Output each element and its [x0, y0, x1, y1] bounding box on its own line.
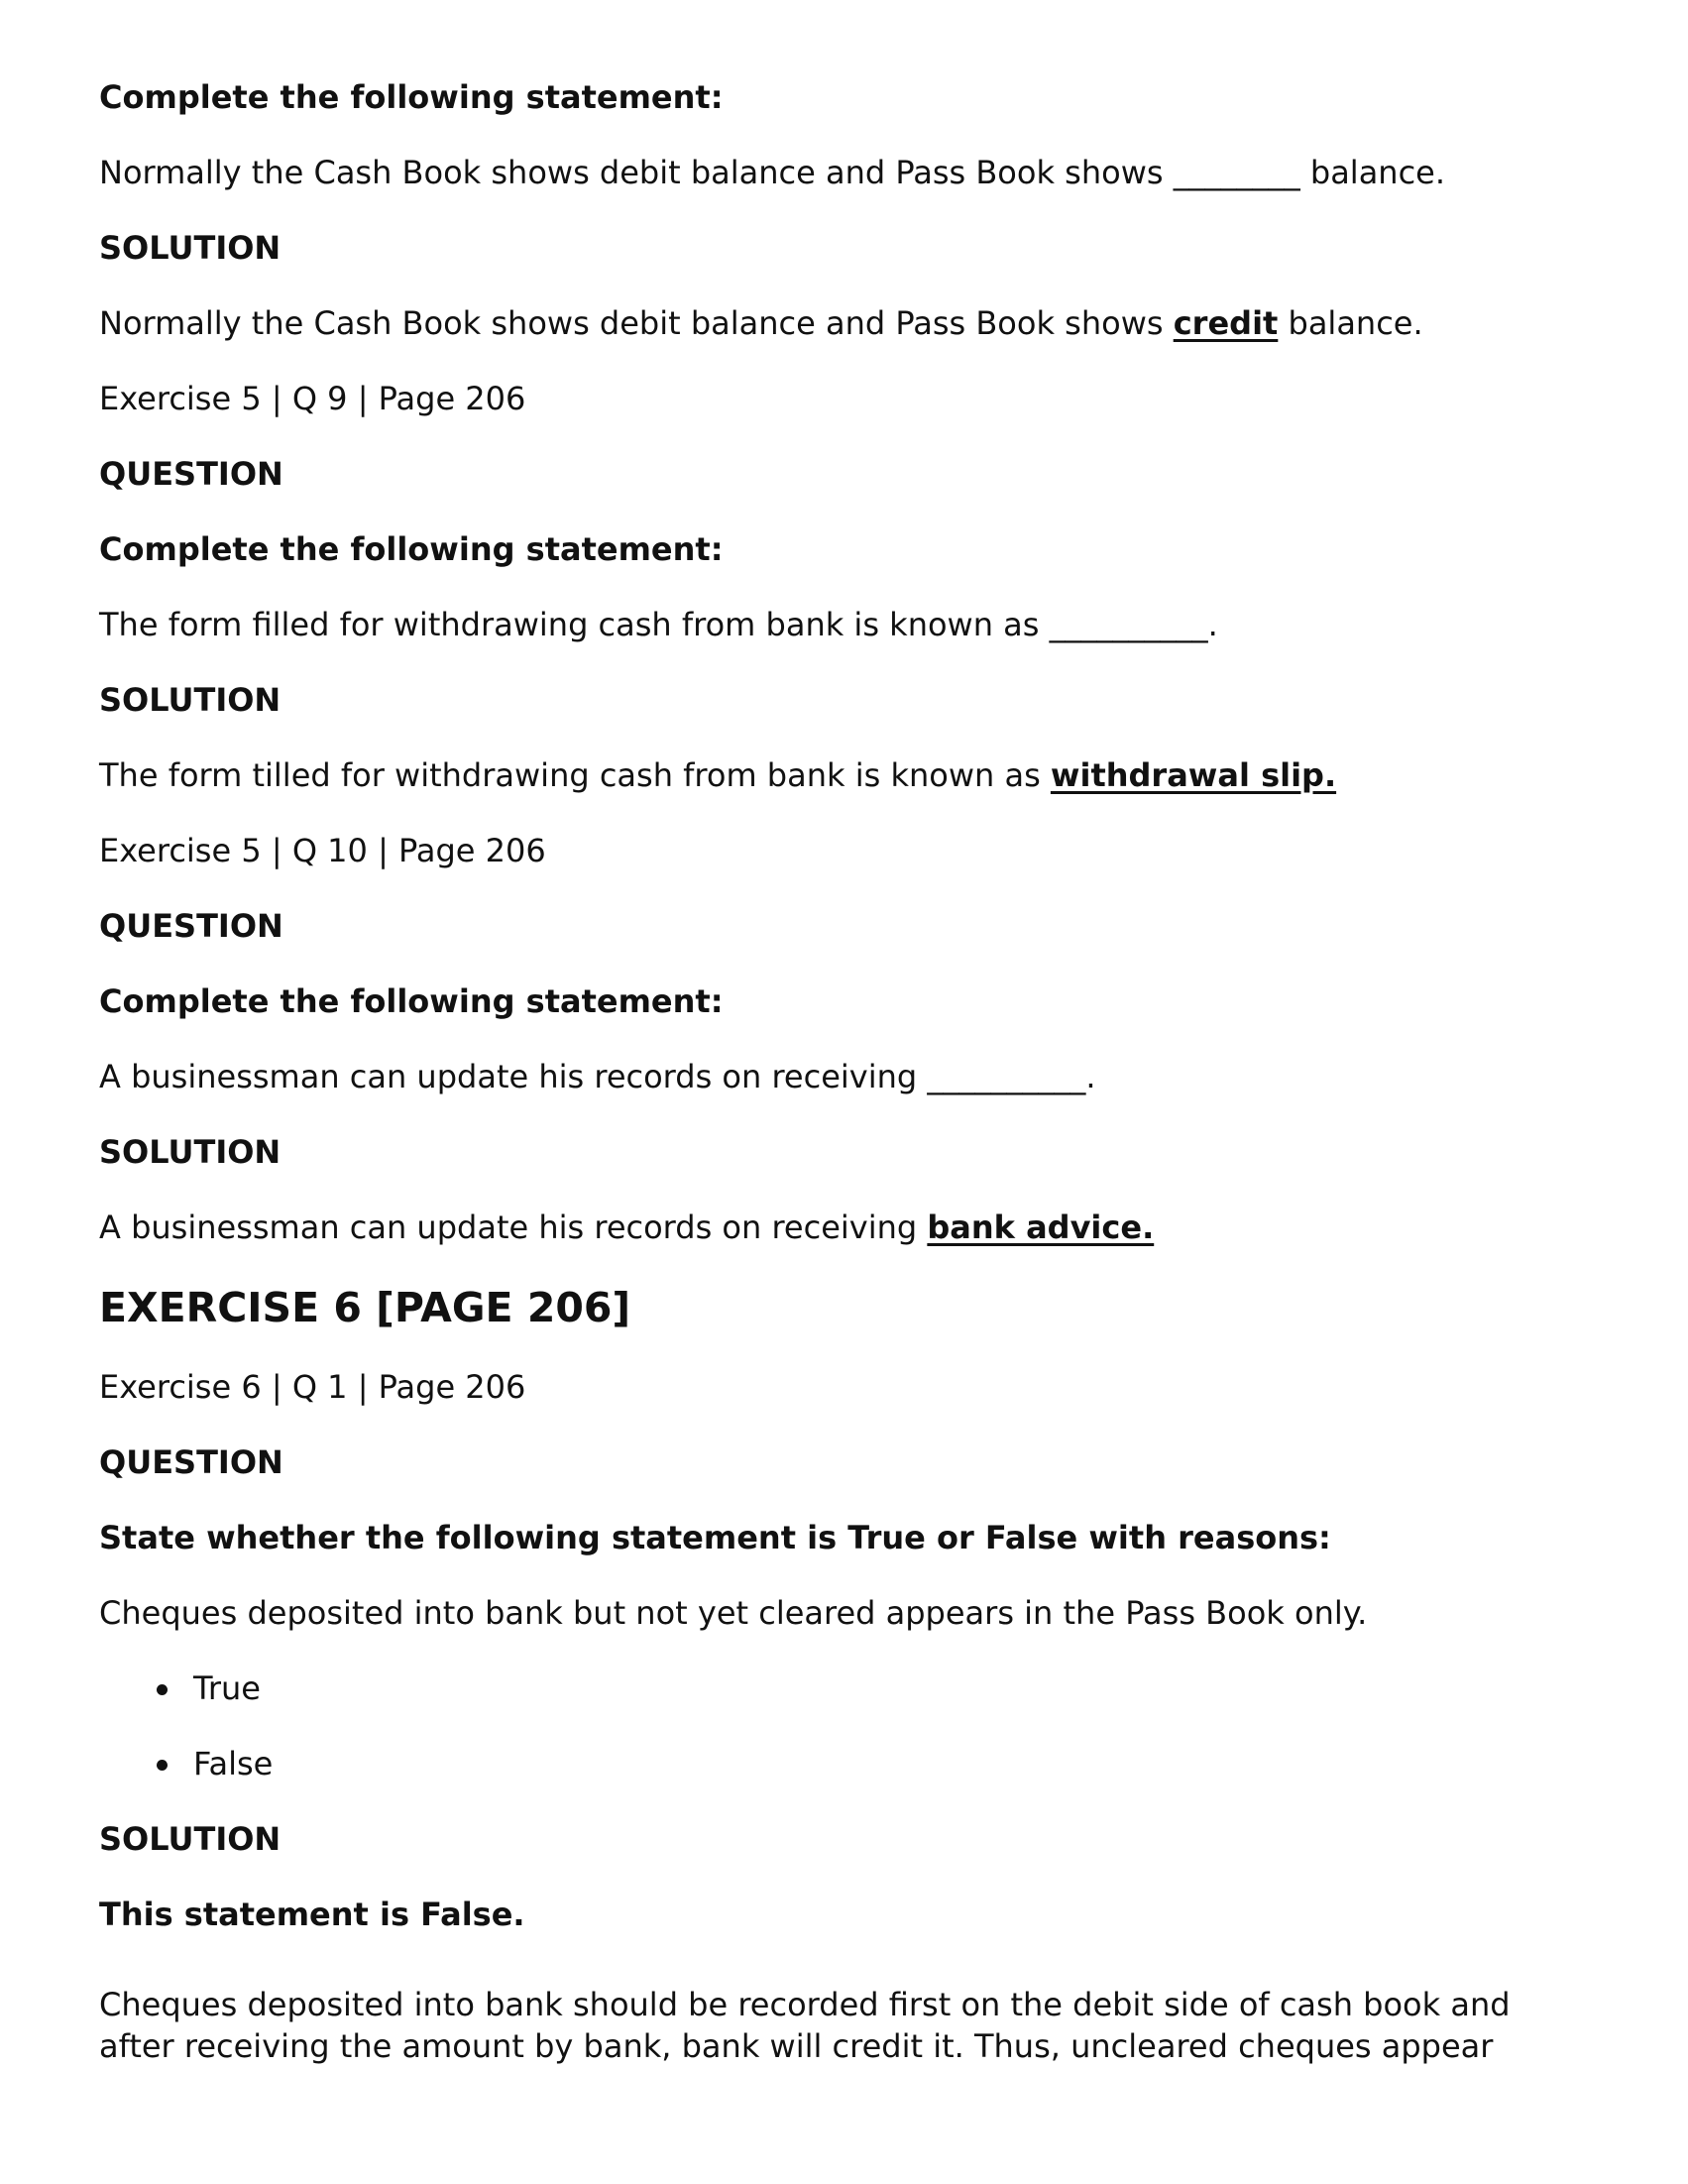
- question-text: A businessman can update his records on receiving __________.: [99, 1058, 1096, 1095]
- option-item: [99, 1744, 1606, 1783]
- instruction-heading: State whether the following statement is True or False with reasons:: [99, 1519, 1331, 1556]
- exercise-reference: Exercise 5 | Q 10 | Page 206: [99, 832, 546, 869]
- question-text: The form filled for withdrawing cash from bank is known as __________.: [99, 606, 1218, 643]
- question-label: QUESTION: [99, 1443, 283, 1481]
- bullet-icon: [157, 1760, 168, 1771]
- option-list: [99, 1668, 1606, 1783]
- answer-credit: credit: [1173, 304, 1279, 342]
- section-heading-exercise-6: EXERCISE 6 [PAGE 206]: [99, 1284, 631, 1331]
- question-label: QUESTION: [99, 455, 283, 493]
- solution-text-start: A businessman can update his records on receiving: [99, 1208, 928, 1246]
- question-text: Cheques deposited into bank but not yet cleared appears in the Pass Book only.: [99, 1594, 1368, 1632]
- question-label: QUESTION: [99, 907, 283, 945]
- answer-bank-advice: bank advice.: [927, 1208, 1155, 1246]
- answer-withdrawal-slip: withdrawal slip.: [1050, 756, 1337, 794]
- solution-label: SOLUTION: [99, 1820, 281, 1858]
- solution-label: SOLUTION: [99, 229, 281, 267]
- question-text: Normally the Cash Book shows debit balance and Pass Book shows ________ balance.: [99, 154, 1446, 191]
- solution-text: [99, 755, 1606, 795]
- instruction-heading: Complete the following statement:: [99, 530, 724, 568]
- solution-explanation: [99, 1984, 1606, 2067]
- solution-text: [99, 1207, 1606, 1247]
- option-label: True: [193, 1669, 261, 1707]
- solution-label: SOLUTION: [99, 681, 281, 719]
- explanation-line: after receiving the amount by bank, bank will credit it. Thus, uncleared cheques appear: [99, 2027, 1494, 2065]
- bullet-icon: [157, 1684, 168, 1695]
- exercise-reference: Exercise 6 | Q 1 | Page 206: [99, 1368, 526, 1406]
- solution-text: [99, 303, 1606, 343]
- solution-text-start: The form tilled for withdrawing cash from bank is known as: [99, 756, 1051, 794]
- option-label: False: [193, 1745, 274, 1782]
- solution-verdict: This statement is False.: [99, 1896, 525, 1933]
- explanation-line: Cheques deposited into bank should be recorded first on the debit side of cash book and: [99, 1986, 1511, 2023]
- option-item: [99, 1668, 1606, 1708]
- instruction-heading: Complete the following statement:: [99, 982, 724, 1020]
- solution-text-start: Normally the Cash Book shows debit balance and Pass Book shows: [99, 304, 1174, 342]
- solution-text-end: balance.: [1278, 304, 1423, 342]
- document-page: [99, 77, 1606, 2067]
- instruction-heading: Complete the following statement:: [99, 78, 724, 116]
- exercise-reference: Exercise 5 | Q 9 | Page 206: [99, 380, 526, 417]
- solution-label: SOLUTION: [99, 1133, 281, 1171]
